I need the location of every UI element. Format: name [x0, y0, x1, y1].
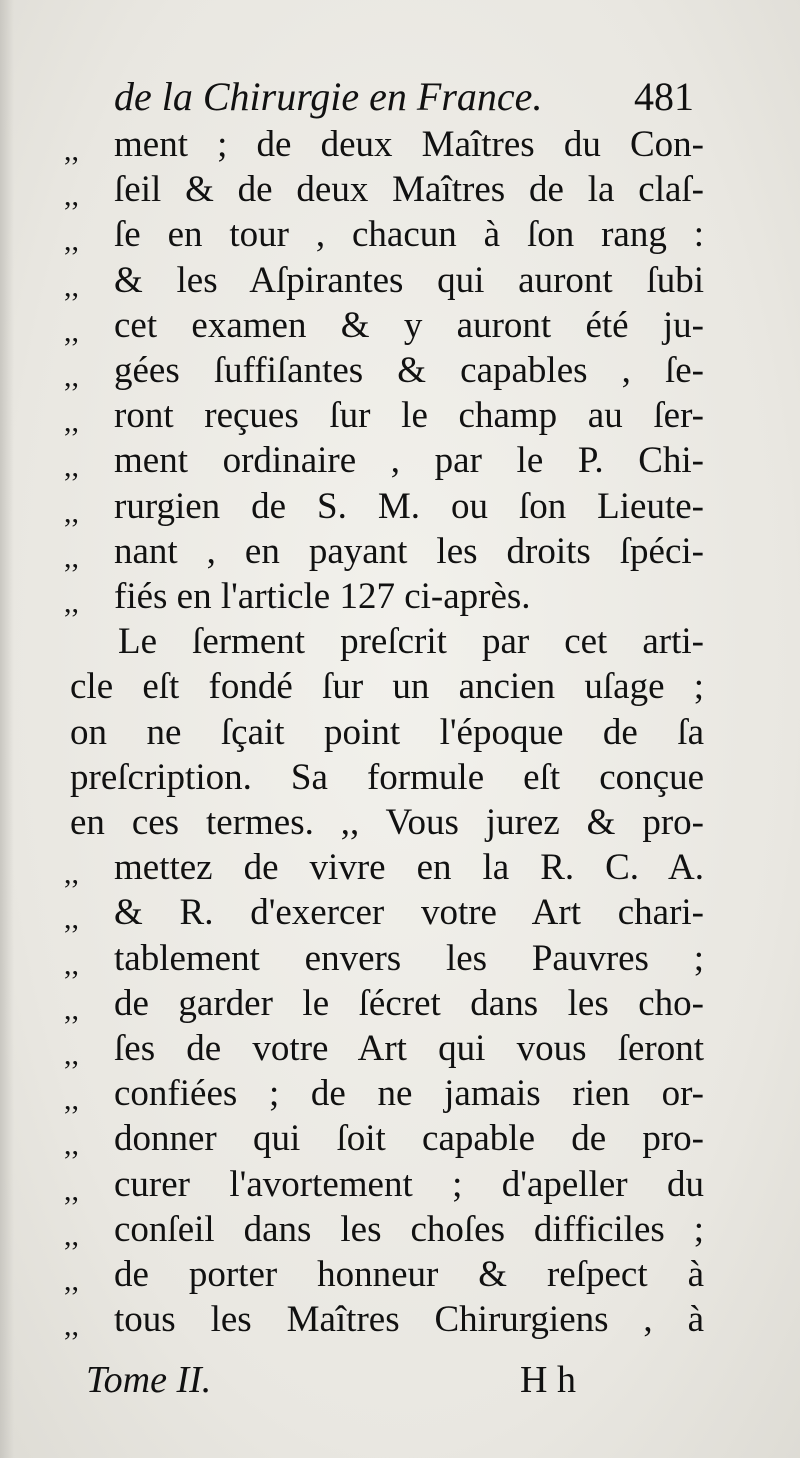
line-text: tous les Maîtres Chirurgiens , à	[114, 1299, 704, 1340]
quote-mark: ,,	[64, 405, 79, 438]
line-text: rurgien de S. M. ou ſon Lieute-	[114, 486, 704, 527]
quote-mark: ,,	[64, 1038, 79, 1071]
text-line	[64, 348, 704, 394]
line-text: confiées ; de ne jamais rien or-	[114, 1073, 704, 1114]
quote-mark: ,,	[64, 360, 79, 393]
quote-mark: ,,	[64, 270, 79, 303]
signature-mark: H h	[520, 1359, 576, 1401]
line-text: en ces termes. ,, Vous jurez & pro-	[70, 802, 704, 843]
quote-mark: ,,	[64, 1219, 79, 1252]
text-line	[64, 981, 704, 1027]
line-text: fiés en l'article 127 ci-après.	[114, 576, 531, 617]
text-line	[64, 1207, 704, 1253]
line-text: on ne ſçait point l'époque de ſa	[70, 712, 704, 753]
text-line	[64, 258, 704, 304]
text-line	[64, 393, 704, 439]
page-footer	[86, 1357, 606, 1403]
line-text: conſeil dans les choſes difficiles ;	[114, 1209, 704, 1250]
line-text: preſcription. Sa formule eſt conçue	[70, 757, 704, 798]
text-line	[64, 438, 704, 484]
line-text: cle eſt fondé ſur un ancien uſage ;	[70, 666, 704, 707]
text-line	[64, 710, 704, 756]
text-line	[64, 1026, 704, 1072]
text-line	[64, 890, 704, 936]
line-text: ſes de votre Art qui vous ſeront	[114, 1028, 704, 1069]
text-line	[64, 303, 704, 349]
text-line	[64, 1297, 704, 1343]
text-line	[64, 529, 704, 575]
text-line	[64, 664, 704, 710]
line-text: ſe en tour , chacun à ſon rang :	[114, 214, 704, 255]
quote-mark: ,,	[64, 315, 79, 348]
page-number: 481	[634, 74, 694, 119]
text-line	[64, 484, 704, 530]
text-line	[64, 1071, 704, 1117]
text-line	[64, 800, 704, 846]
line-text: nant , en payant les droits ſpéci-	[114, 531, 704, 572]
text-line	[64, 1162, 704, 1208]
quote-mark: ,,	[64, 496, 79, 529]
text-line	[64, 1116, 704, 1162]
line-text: Le ſerment preſcrit par cet arti-	[118, 621, 704, 662]
text-line	[64, 122, 704, 168]
quote-mark: ,,	[64, 857, 79, 890]
text-line	[64, 755, 704, 801]
line-text: gées ſuffiſantes & capables , ſe-	[114, 350, 704, 391]
quote-mark: ,,	[64, 1083, 79, 1116]
quote-mark: ,,	[64, 179, 79, 212]
line-text: ſeil & de deux Maîtres de la claſ-	[114, 169, 704, 210]
quote-mark: ,,	[64, 1309, 79, 1342]
volume-label: Tome II.	[86, 1359, 212, 1401]
text-line	[64, 574, 704, 620]
quote-mark: ,,	[64, 450, 79, 483]
quote-mark: ,,	[64, 948, 79, 981]
line-text: cet examen & y auront été ju-	[114, 305, 704, 346]
page-header	[114, 72, 694, 122]
line-text: ment ordinaire , par le P. Chi-	[114, 440, 704, 481]
quote-mark: ,,	[64, 541, 79, 574]
line-text: & les Aſpirantes qui auront ſubi	[114, 260, 704, 301]
line-text: de porter honneur & reſpect à	[114, 1254, 704, 1295]
text-line	[64, 212, 704, 258]
line-text: ment ; de deux Maîtres du Con-	[114, 124, 704, 165]
quote-mark: ,,	[64, 902, 79, 935]
text-line	[64, 936, 704, 982]
quote-mark: ,,	[64, 993, 79, 1026]
quote-mark: ,,	[64, 1174, 79, 1207]
quote-mark: ,,	[64, 1264, 79, 1297]
text-line	[64, 167, 704, 213]
text-line	[64, 1252, 704, 1298]
line-text: & R. d'exercer votre Art chari-	[114, 892, 704, 933]
line-text: ront reçues ſur le champ au ſer-	[114, 395, 704, 436]
text-line	[64, 619, 704, 665]
quote-mark: ,,	[64, 586, 79, 619]
line-text: mettez de vivre en la R. C. A.	[114, 847, 704, 888]
line-text: tablement envers les Pauvres ;	[114, 938, 704, 979]
page-edge-shadow	[0, 0, 14, 1458]
line-text: curer l'avortement ; d'apeller du	[114, 1164, 704, 1205]
line-text: donner qui ſoit capable de pro-	[114, 1118, 704, 1159]
line-text: de garder le ſécret dans les cho-	[114, 983, 704, 1024]
text-line	[64, 845, 704, 891]
running-title: de la Chirurgie en France.	[114, 74, 543, 119]
quote-mark: ,,	[64, 134, 79, 167]
quote-mark: ,,	[64, 224, 79, 257]
quote-mark: ,,	[64, 1128, 79, 1161]
